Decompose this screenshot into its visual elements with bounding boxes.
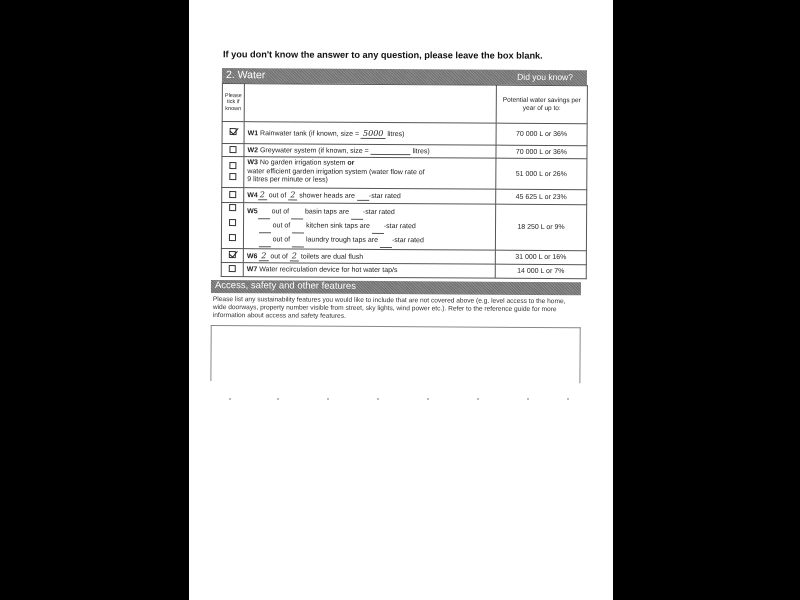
w5-code: W5 <box>247 207 258 215</box>
w7-saving: 14 000 L or 7% <box>495 264 586 279</box>
form-page <box>189 0 613 600</box>
w4-checkbox[interactable] <box>229 191 236 198</box>
w5-kitchen-total[interactable] <box>292 226 304 233</box>
w3-code: W3 <box>247 159 258 167</box>
water-section-header <box>222 68 587 85</box>
table-header-row <box>222 84 587 124</box>
w1-size-field[interactable]: 5000 <box>361 129 385 139</box>
access-section <box>210 280 581 383</box>
w1-code: W1 <box>247 130 259 138</box>
access-section-header <box>211 280 581 295</box>
did-you-know-label: Did you know? <box>517 71 573 83</box>
table-row-w5: W5 out of basin taps are -star rated out of kitchen sink taps are -star rated out of laundry trough taps are -star rated 18 250 L or 9% <box>221 203 586 251</box>
w7-code: W7 <box>246 266 258 274</box>
instruction-text: If you don't know the answer to any question, please leave the box blank. <box>222 49 543 61</box>
access-section-title: Access, safety and other features <box>214 280 356 292</box>
table-row-w1: W1 Rainwater tank (if known, size = 5000 litres) 70 000 L or 36% <box>222 122 587 146</box>
w5-laundry-star[interactable] <box>380 240 392 247</box>
w5-laundry-count[interactable] <box>259 240 271 247</box>
w7-checkbox[interactable] <box>229 265 236 272</box>
w5-laundry-total[interactable] <box>292 240 304 247</box>
scan-artifact-dots <box>209 398 589 400</box>
w1-saving: 70 000 L or 36% <box>496 123 587 146</box>
w6-code: W6 <box>246 253 258 261</box>
w3-checkbox-b[interactable] <box>229 173 236 180</box>
table-row-w4: W4 2 out of 2 shower heads are -star rated 45 625 L or 23% <box>222 188 587 205</box>
w4-saving: 45 625 L or 23% <box>496 189 587 205</box>
savings-header: Potential water savings per year of up to: <box>496 85 587 124</box>
w6-checkbox[interactable] <box>229 251 236 258</box>
w2-code: W2 <box>247 146 259 154</box>
w5-kitchen-star[interactable] <box>372 226 384 233</box>
access-features-textarea[interactable] <box>210 325 580 383</box>
w5-basin-star[interactable] <box>351 212 363 219</box>
w1-checkbox[interactable] <box>230 128 237 135</box>
w6-field-2[interactable]: 2 <box>290 251 299 261</box>
w5-basin-count[interactable] <box>258 212 270 219</box>
w4-field-2[interactable]: 2 <box>288 190 297 200</box>
w3-saving: 51 000 L or 26% <box>496 158 587 190</box>
table-row-w3: W3 No garden irrigation system or water efficient garden irrigation system (water flow rate of 9 litres per minute or less) 51 000 L or 26% <box>222 157 587 190</box>
w2-saving: 70 000 L or 36% <box>496 145 587 159</box>
water-section <box>221 68 587 279</box>
table-row-w6: W6 2 out of 2 toilets are dual flush 31 000 L or 16% <box>221 248 586 264</box>
w5-saving: 18 250 L or 9% <box>495 204 586 251</box>
w6-saving: 31 000 L or 16% <box>495 250 586 265</box>
w5-checkbox-a[interactable] <box>229 204 236 211</box>
w5-kitchen-count[interactable] <box>259 226 271 233</box>
w2-checkbox[interactable] <box>229 146 236 153</box>
table-row-w7: W7 Water recirculation device for hot water tap/s 14 000 L or 7% <box>221 262 586 278</box>
w5-basin-total[interactable] <box>291 212 303 219</box>
access-instructions: Please list any sustainability features you would like to include that are not covered above (e.g. level access to the home, wide doorways, property number visible from street, sky lights, wind power etc.). Refer to the reference guide for more information about access and safety features. <box>212 296 566 320</box>
w2-size-field[interactable] <box>371 147 411 154</box>
water-section-title: 2. Water <box>225 69 266 82</box>
w4-star-field[interactable] <box>357 194 369 201</box>
w5-checkbox-c[interactable] <box>229 234 236 241</box>
w6-field-1[interactable]: 2 <box>259 251 268 261</box>
w4-code: W4 <box>247 192 258 200</box>
table-row-w2: W2 Greywater system (if known, size = litres) 70 000 L or 36% <box>222 144 587 159</box>
water-table <box>221 83 588 279</box>
w5-checkbox-b[interactable] <box>229 219 236 226</box>
w4-field-1[interactable]: 2 <box>258 190 267 200</box>
w3-checkbox-a[interactable] <box>229 162 236 169</box>
tick-header: Please tick if known <box>222 84 244 122</box>
